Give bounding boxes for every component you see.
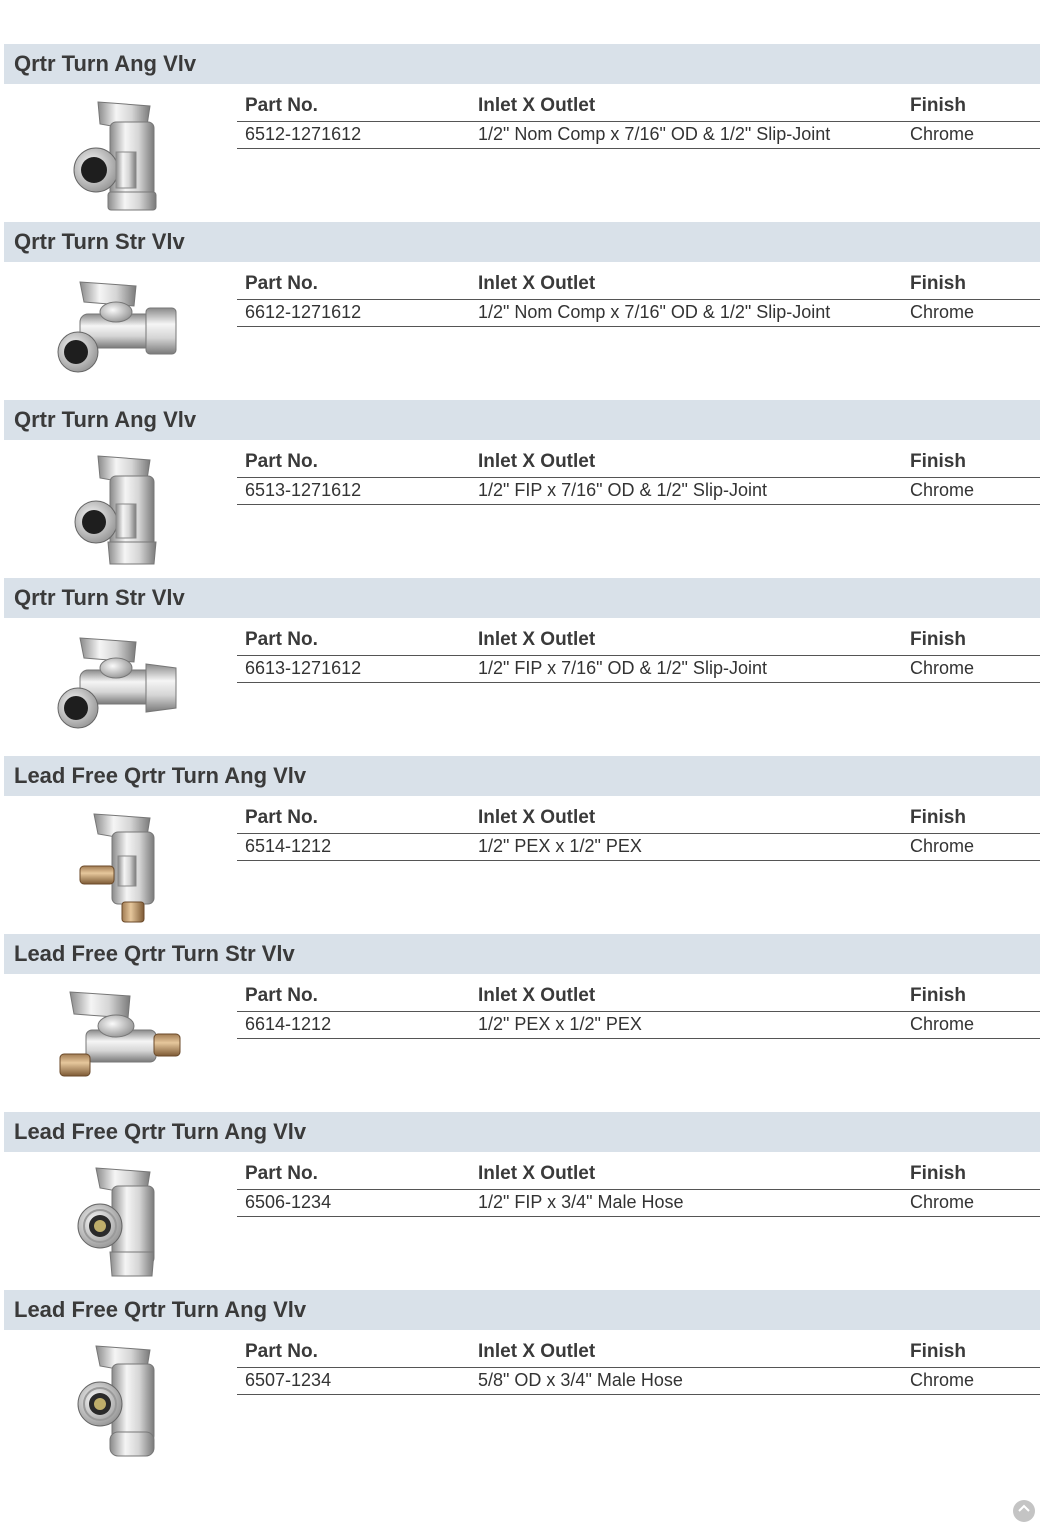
part-no-cell: 6613-1271612 <box>245 658 362 678</box>
table-row <box>237 1012 1040 1039</box>
part-no-header: Part No. <box>245 1341 318 1362</box>
part-no-header: Part No. <box>245 95 318 116</box>
spec-table <box>237 626 1040 683</box>
inlet-outlet-header: Inlet X Outlet <box>478 1341 596 1362</box>
finish-cell: Chrome <box>910 480 975 500</box>
table-row <box>237 478 1040 505</box>
finish-cell: Chrome <box>910 836 975 856</box>
scroll-to-top-button[interactable] <box>1013 1500 1035 1522</box>
spec-table <box>237 982 1040 1039</box>
part-no-cell: 6506-1234 <box>245 1192 332 1212</box>
table-header <box>237 92 1040 122</box>
part-no-header: Part No. <box>245 451 318 472</box>
part-no-cell: 6512-1271612 <box>245 124 362 144</box>
inlet-outlet-header: Inlet X Outlet <box>478 985 596 1006</box>
table-row <box>237 656 1040 683</box>
table-header <box>237 1160 1040 1190</box>
product-section <box>0 400 1040 578</box>
spec-table <box>237 1160 1040 1217</box>
inlet-outlet-header: Inlet X Outlet <box>478 629 596 650</box>
inlet-outlet-header: Inlet X Outlet <box>478 807 596 828</box>
hose-angle-valve-icon <box>50 1162 186 1280</box>
table-header <box>237 448 1040 478</box>
pex-straight-valve-icon <box>50 984 186 1102</box>
spec-table <box>237 270 1040 327</box>
finish-header: Finish <box>910 985 966 1006</box>
finish-header: Finish <box>910 273 966 294</box>
finish-cell: Chrome <box>910 1014 975 1034</box>
product-section <box>0 1112 1040 1290</box>
section-header-band <box>4 44 1040 84</box>
table-header <box>237 804 1040 834</box>
hose-angle-valve-icon <box>50 1340 186 1458</box>
section-header-band <box>4 400 1040 440</box>
inlet-outlet-header: Inlet X Outlet <box>478 451 596 472</box>
finish-cell: Chrome <box>910 124 975 144</box>
table-header <box>237 982 1040 1012</box>
section-title: Lead Free Qrtr Turn Str Vlv <box>14 941 295 966</box>
product-section <box>0 44 1040 222</box>
section-title: Qrtr Turn Str Vlv <box>14 229 185 254</box>
part-no-header: Part No. <box>245 273 318 294</box>
section-title: Qrtr Turn Ang Vlv <box>14 51 197 76</box>
section-title: Lead Free Qrtr Turn Ang Vlv <box>14 1119 307 1144</box>
finish-header: Finish <box>910 807 966 828</box>
section-header-band <box>4 756 1040 796</box>
spec-table <box>237 448 1040 505</box>
section-header-band <box>4 578 1040 618</box>
table-row <box>237 1190 1040 1217</box>
section-title: Qrtr Turn Str Vlv <box>14 585 185 610</box>
inlet-outlet-cell: 1/2" FIP x 7/16" OD & 1/2" Slip-Joint <box>478 658 767 678</box>
part-no-cell: 6514-1212 <box>245 836 332 856</box>
angle-valve-icon <box>50 94 186 212</box>
inlet-outlet-header: Inlet X Outlet <box>478 273 596 294</box>
angle-valve-icon <box>50 450 186 568</box>
finish-header: Finish <box>910 1163 966 1184</box>
table-header <box>237 626 1040 656</box>
table-header <box>237 1338 1040 1368</box>
section-title: Qrtr Turn Ang Vlv <box>14 407 197 432</box>
finish-cell: Chrome <box>910 1192 975 1212</box>
section-header-band <box>4 222 1040 262</box>
product-section <box>0 934 1040 1112</box>
spec-table <box>237 804 1040 861</box>
product-section <box>0 578 1040 756</box>
straight-valve-icon <box>50 628 186 746</box>
inlet-outlet-cell: 1/2" PEX x 1/2" PEX <box>478 836 642 856</box>
table-header <box>237 270 1040 300</box>
finish-header: Finish <box>910 451 966 472</box>
section-title: Lead Free Qrtr Turn Ang Vlv <box>14 1297 307 1322</box>
inlet-outlet-cell: 1/2" FIP x 7/16" OD & 1/2" Slip-Joint <box>478 480 767 500</box>
straight-valve-icon <box>50 272 186 390</box>
finish-header: Finish <box>910 1341 966 1362</box>
section-title: Lead Free Qrtr Turn Ang Vlv <box>14 763 307 788</box>
table-row <box>237 834 1040 861</box>
part-no-header: Part No. <box>245 629 318 650</box>
inlet-outlet-header: Inlet X Outlet <box>478 95 596 116</box>
part-no-header: Part No. <box>245 985 318 1006</box>
table-row <box>237 300 1040 327</box>
inlet-outlet-cell: 1/2" Nom Comp x 7/16" OD & 1/2" Slip-Joint <box>478 124 831 144</box>
product-section <box>0 1290 1040 1468</box>
section-header-band <box>4 934 1040 974</box>
inlet-outlet-cell: 1/2" PEX x 1/2" PEX <box>478 1014 642 1034</box>
pex-angle-valve-icon <box>50 806 186 924</box>
finish-cell: Chrome <box>910 302 975 322</box>
finish-cell: Chrome <box>910 658 975 678</box>
inlet-outlet-cell: 1/2" Nom Comp x 7/16" OD & 1/2" Slip-Joint <box>478 302 831 322</box>
product-section <box>0 222 1040 400</box>
part-no-header: Part No. <box>245 807 318 828</box>
inlet-outlet-header: Inlet X Outlet <box>478 1163 596 1184</box>
product-section <box>0 756 1040 934</box>
part-no-header: Part No. <box>245 1163 318 1184</box>
finish-header: Finish <box>910 95 966 116</box>
chevron-up-icon <box>1018 1504 1030 1512</box>
part-no-cell: 6507-1234 <box>245 1370 332 1390</box>
spec-table <box>237 92 1040 149</box>
table-row <box>237 122 1040 149</box>
finish-cell: Chrome <box>910 1370 975 1390</box>
inlet-outlet-cell: 5/8" OD x 3/4" Male Hose <box>478 1370 683 1390</box>
spec-table <box>237 1338 1040 1395</box>
finish-header: Finish <box>910 629 966 650</box>
table-row <box>237 1368 1040 1395</box>
section-header-band <box>4 1290 1040 1330</box>
part-no-cell: 6513-1271612 <box>245 480 362 500</box>
part-no-cell: 6614-1212 <box>245 1014 332 1034</box>
section-header-band <box>4 1112 1040 1152</box>
inlet-outlet-cell: 1/2" FIP x 3/4" Male Hose <box>478 1192 684 1212</box>
part-no-cell: 6612-1271612 <box>245 302 362 322</box>
